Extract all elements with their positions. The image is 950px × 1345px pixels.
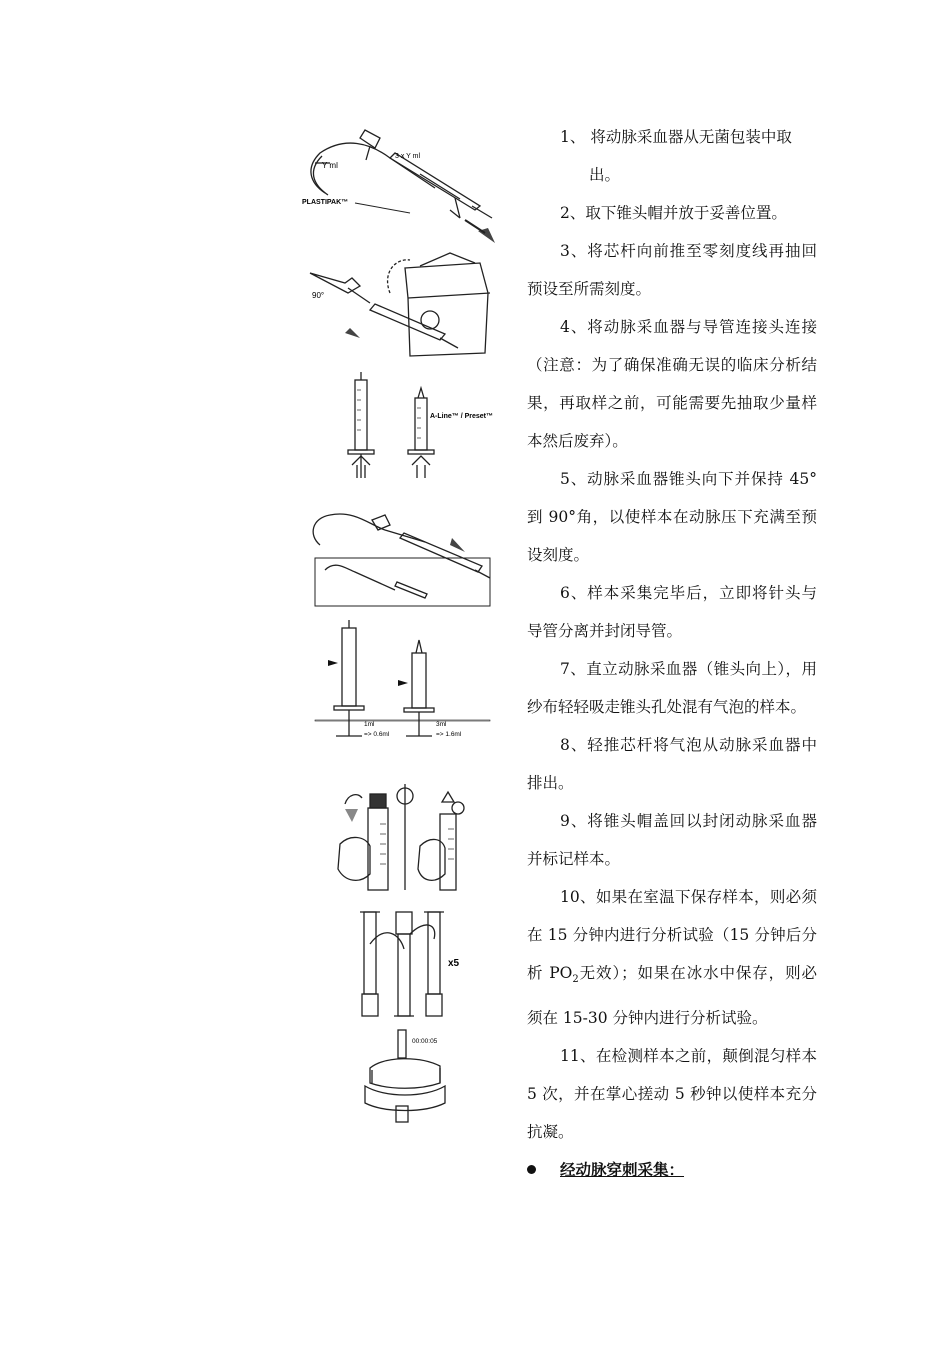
step-11: 11、在检测样本之前，颠倒混匀样本 5 次，并在掌心搓动 5 秒钟以使样本充分抗凝。 xyxy=(527,1047,817,1142)
step-1 xyxy=(527,118,817,194)
fig5-label-3ml: 3ml xyxy=(436,721,447,728)
step-2: 2、取下锥头帽并放于妥善位置。 xyxy=(560,204,787,222)
step-10-pre: 10、如果在室温下保存样本，则必须在 15 分钟内进行分析试验（15 分钟后分析 PO xyxy=(527,888,817,982)
section-heading-label: 经动脉穿刺采集： xyxy=(560,1160,685,1180)
step-7: 7、直立动脉采血器（锥头向上），用纱布轻轻吸走锥头孔处混有气泡的样本。 xyxy=(527,660,817,716)
fig7-label-x5: x5 xyxy=(448,958,460,969)
fig8-label-timer: 00:00:05 xyxy=(412,1038,438,1045)
bullet-dot-icon xyxy=(527,1165,536,1174)
fig2-label-angle: 90° xyxy=(312,291,325,300)
step-10 xyxy=(527,878,817,1037)
figure-remove-from-package xyxy=(300,118,510,243)
figure-roll xyxy=(300,1028,510,1123)
fig1-label-3y: 3 x Y ml xyxy=(395,153,421,160)
section-heading xyxy=(527,1151,817,1189)
step-1-text: 将动脉采血器从无菌包装中取 xyxy=(590,128,792,146)
fig5-label-16ml: => 1.6ml xyxy=(436,731,462,738)
figure-expel-air xyxy=(300,784,510,894)
fig5-label-06ml: => 0.6ml xyxy=(364,731,390,738)
step-10-post: 无效）；如果在冰水中保存，则必须在 15-30 分钟内进行分析试验。 xyxy=(527,964,817,1028)
fig1-label-y: Y ml xyxy=(322,161,338,170)
instruction-text xyxy=(527,118,817,1189)
step-1-cont: 出。 xyxy=(589,166,621,184)
step-1-num: 1、 xyxy=(560,128,586,146)
step-5: 5、动脉采血器锥头向下并保持 45°到 90°角，以使样本在动脉压下充满至预设刻度。 xyxy=(527,470,817,564)
step-4: 4、将动脉采血器与导管连接头连接（注意：为了确保准确无误的临床分析结果，再取样之前，可能需要先抽取少量样本然后废弃）。 xyxy=(527,318,817,450)
step-3: 3、将芯杆向前推至零刻度线再抽回预设至所需刻度。 xyxy=(527,242,817,298)
figure-fill xyxy=(300,618,510,740)
step-8: 8、轻推芯杆将气泡从动脉采血器中排出。 xyxy=(527,736,817,792)
figure-cap-mix xyxy=(300,904,510,1022)
figure-remove-cap xyxy=(300,248,510,360)
fig1-label-brand: PLASTIPAK™ xyxy=(302,199,349,206)
step-9: 9、将锥头帽盖回以封闭动脉采血器并标记样本。 xyxy=(527,812,817,868)
figure-connect xyxy=(300,500,510,608)
figure-set-plunger xyxy=(300,370,510,482)
fig5-label-1ml: 1ml xyxy=(364,721,375,728)
step-10-sub: 2 xyxy=(572,974,579,986)
step-6: 6、样本采集完毕后，立即将针头与导管分离并封闭导管。 xyxy=(527,584,817,640)
fig3-label-brand: A-Line™ / Preset™ xyxy=(430,413,494,420)
